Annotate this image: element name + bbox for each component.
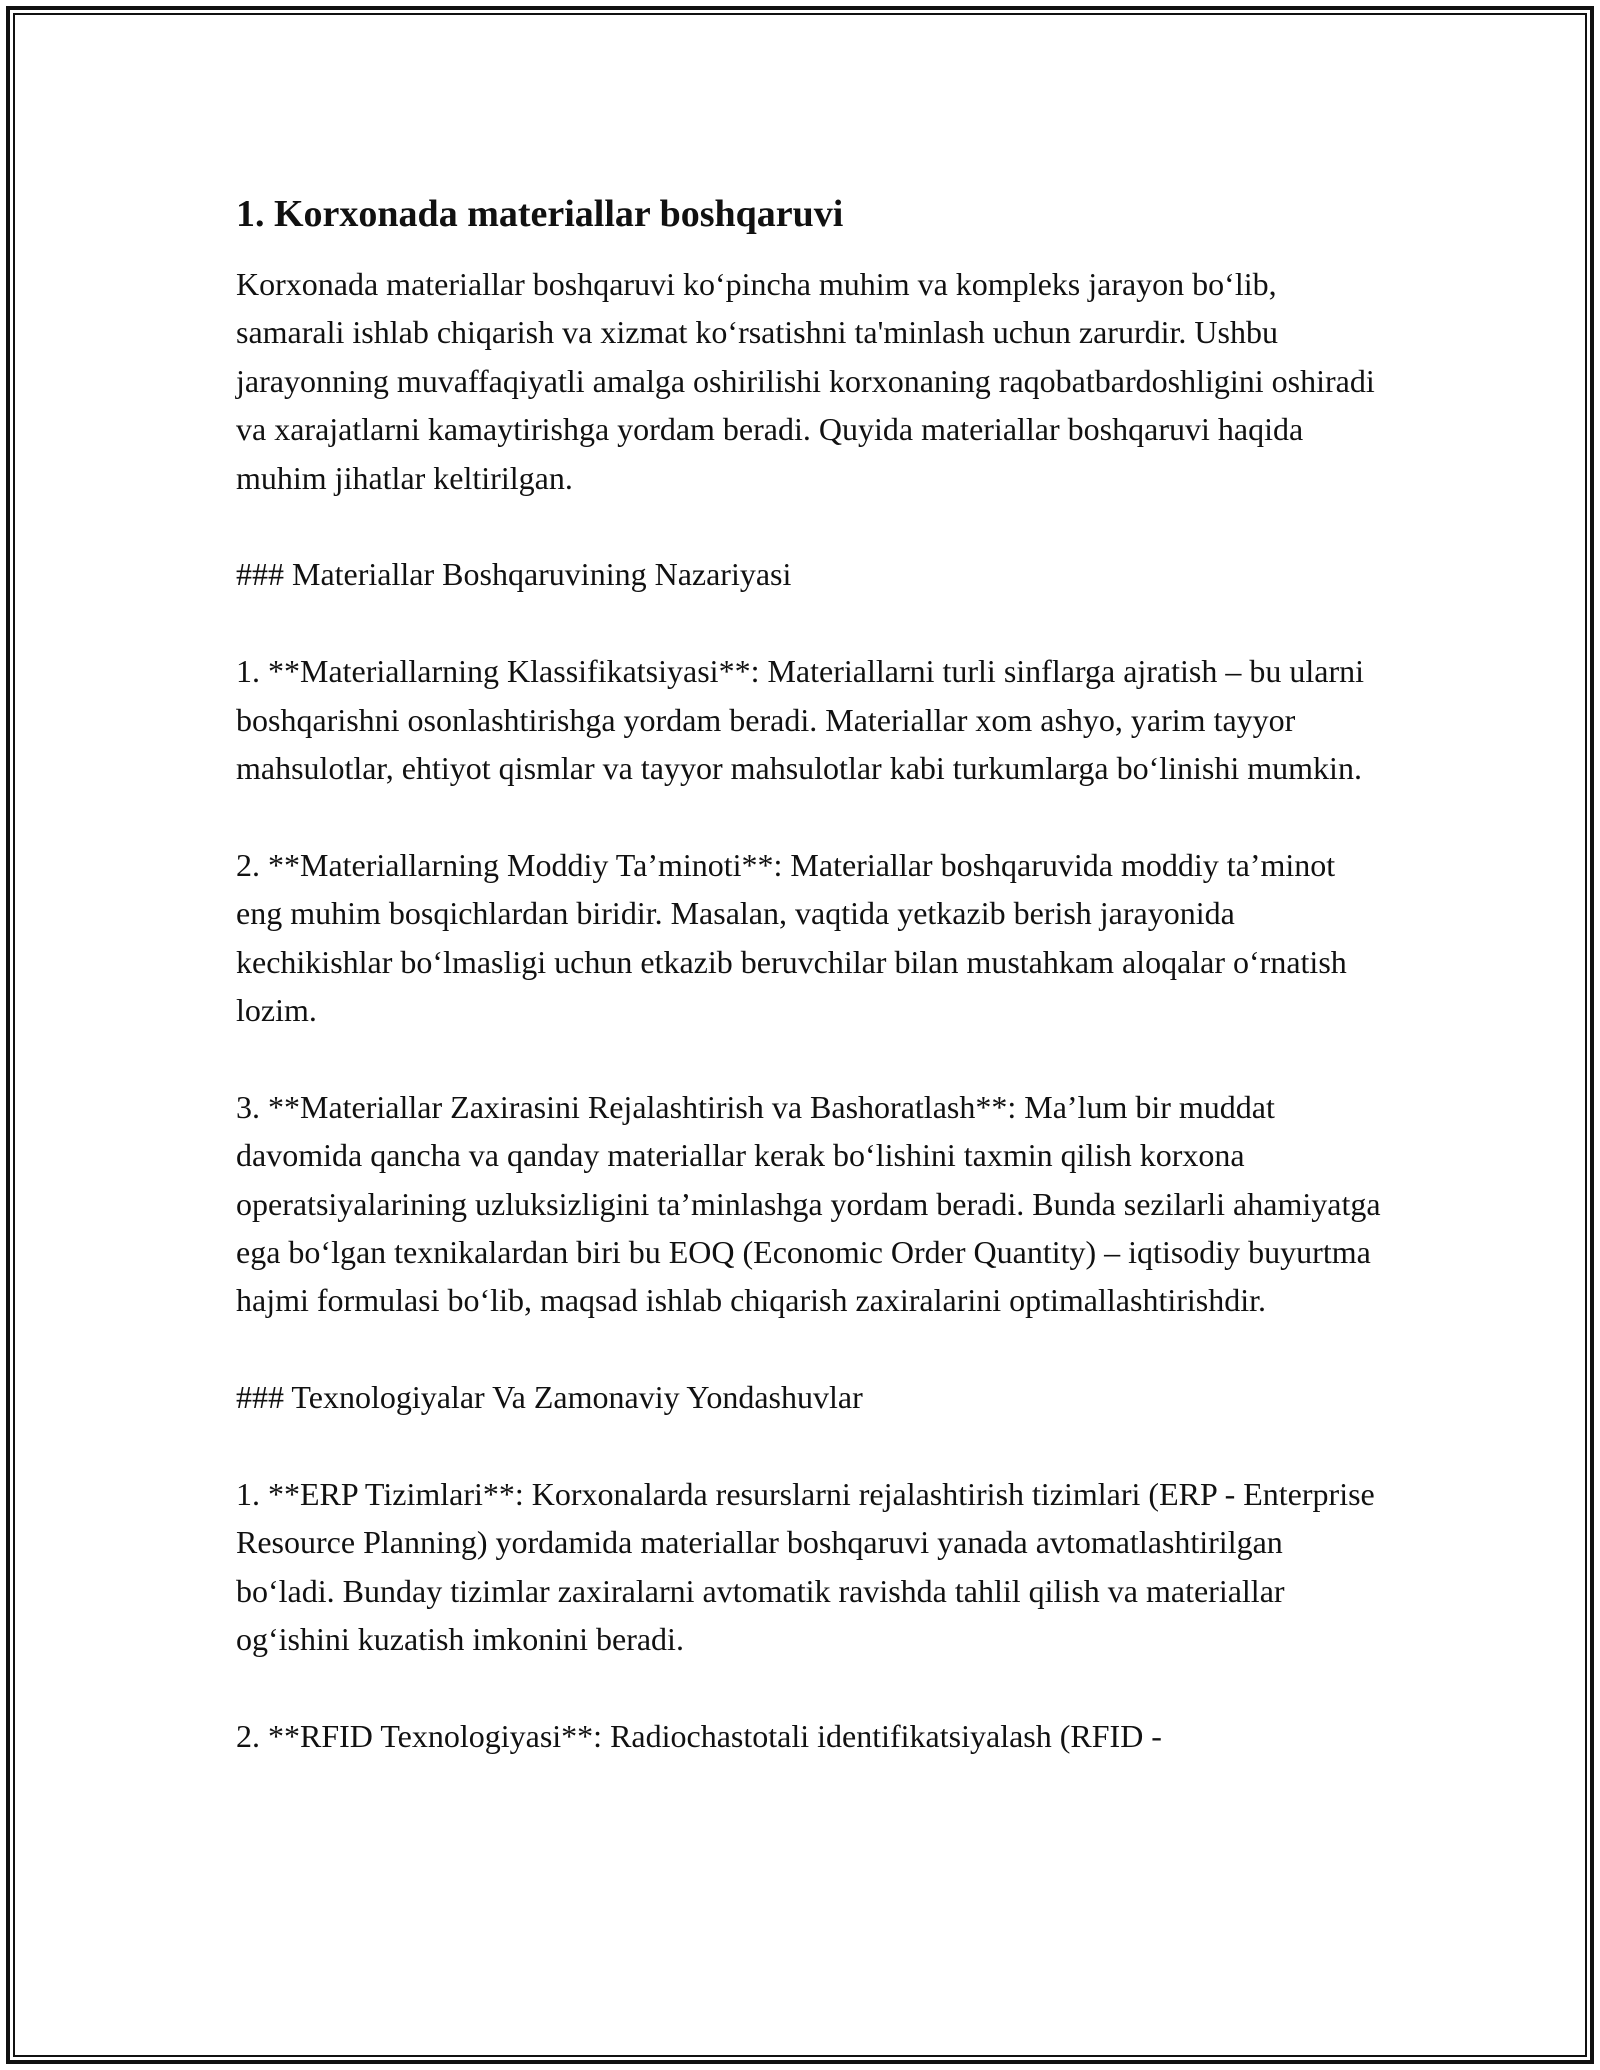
document-title: 1. Korxonada materiallar boshqaruvi (236, 193, 844, 235)
section-heading-technologies: ### Texnologiyalar Va Zamonaviy Yondashuvlar (236, 1379, 863, 1416)
list-item-erp: 1. **ERP Tizimlari**: Korxonalarda resurslarni rejalashtirish tizimlari (ERP - Enterprise Resource Planning) yordamida materiallar boshqaruvi yanada avtomatlashtirilgan bo‘ladi. Bunday tizimlar zaxiralarni avtomatik ravishda tahlil qilish va materiallar og‘ishini kuzatish imkonini beradi. (236, 1476, 1375, 1658)
list-item-inventory-planning: 3. **Materiallar Zaxirasini Rejalashtirish va Bashoratlash**: Ma’lum bir muddat davomida qancha va qanday materiallar kerak bo‘lishini taxmin qilish korxona operatsiyalarining uzluksizligini ta’minlashga yordam beradi. Bunda sezilarli ahamiyatga ega bo‘lgan texnikalardan biri bu EOQ (Economic Order Quantity) – iqtisodiy buyurtma hajmi formulasi bo‘lib, maqsad ishlab chiqarish zaxiralarini optimallashtirishdir. (236, 1088, 1381, 1319)
section-heading-theory: ### Materiallar Boshqaruvining Nazariyasi (236, 556, 792, 593)
document-body (236, 188, 1386, 1760)
intro-paragraph: Korxonada materiallar boshqaruvi ko‘pincha muhim va kompleks jarayon bo‘lib, samarali ishlab chiqarish va xizmat ko‘rsatishni ta'minlash uchun zarurdir. Ushbu jarayonning muvaffaqiyatli amalga oshirilishi korxonaning raqobatbardoshligini oshiradi va xarajatlarni kamaytirishga yordam beradi. Quyida materiallar boshqaruvi haqida muhim jihatlar keltirilgan. (236, 266, 1375, 496)
list-item-material-supply: 2. **Materiallarning Moddiy Ta’minoti**: Materiallar boshqaruvida moddiy ta’minot eng muhim bosqichlardan biridir. Masalan, vaqtida yetkazib berish jarayonida kechikishlar bo‘lmasligi uchun etkazib beruvchilar bilan mustahkam aloqalar o‘rnatish lozim. (236, 846, 1347, 1029)
list-item-classification: 1. **Materiallarning Klassifikatsiyasi**: Materiallarni turli sinflarga ajratish – bu ularni boshqarishni osonlashtirishga yordam beradi. Materiallar xom ashyo, yarim tayyor mahsulotlar, ehtiyot qismlar va tayyor mahsulotlar kabi turkumlarga bo‘linishi mumkin. (236, 653, 1365, 787)
list-item-rfid: 2. **RFID Texnologiyasi**: Radiochastotali identifikatsiyalash (RFID - (236, 1718, 1162, 1755)
